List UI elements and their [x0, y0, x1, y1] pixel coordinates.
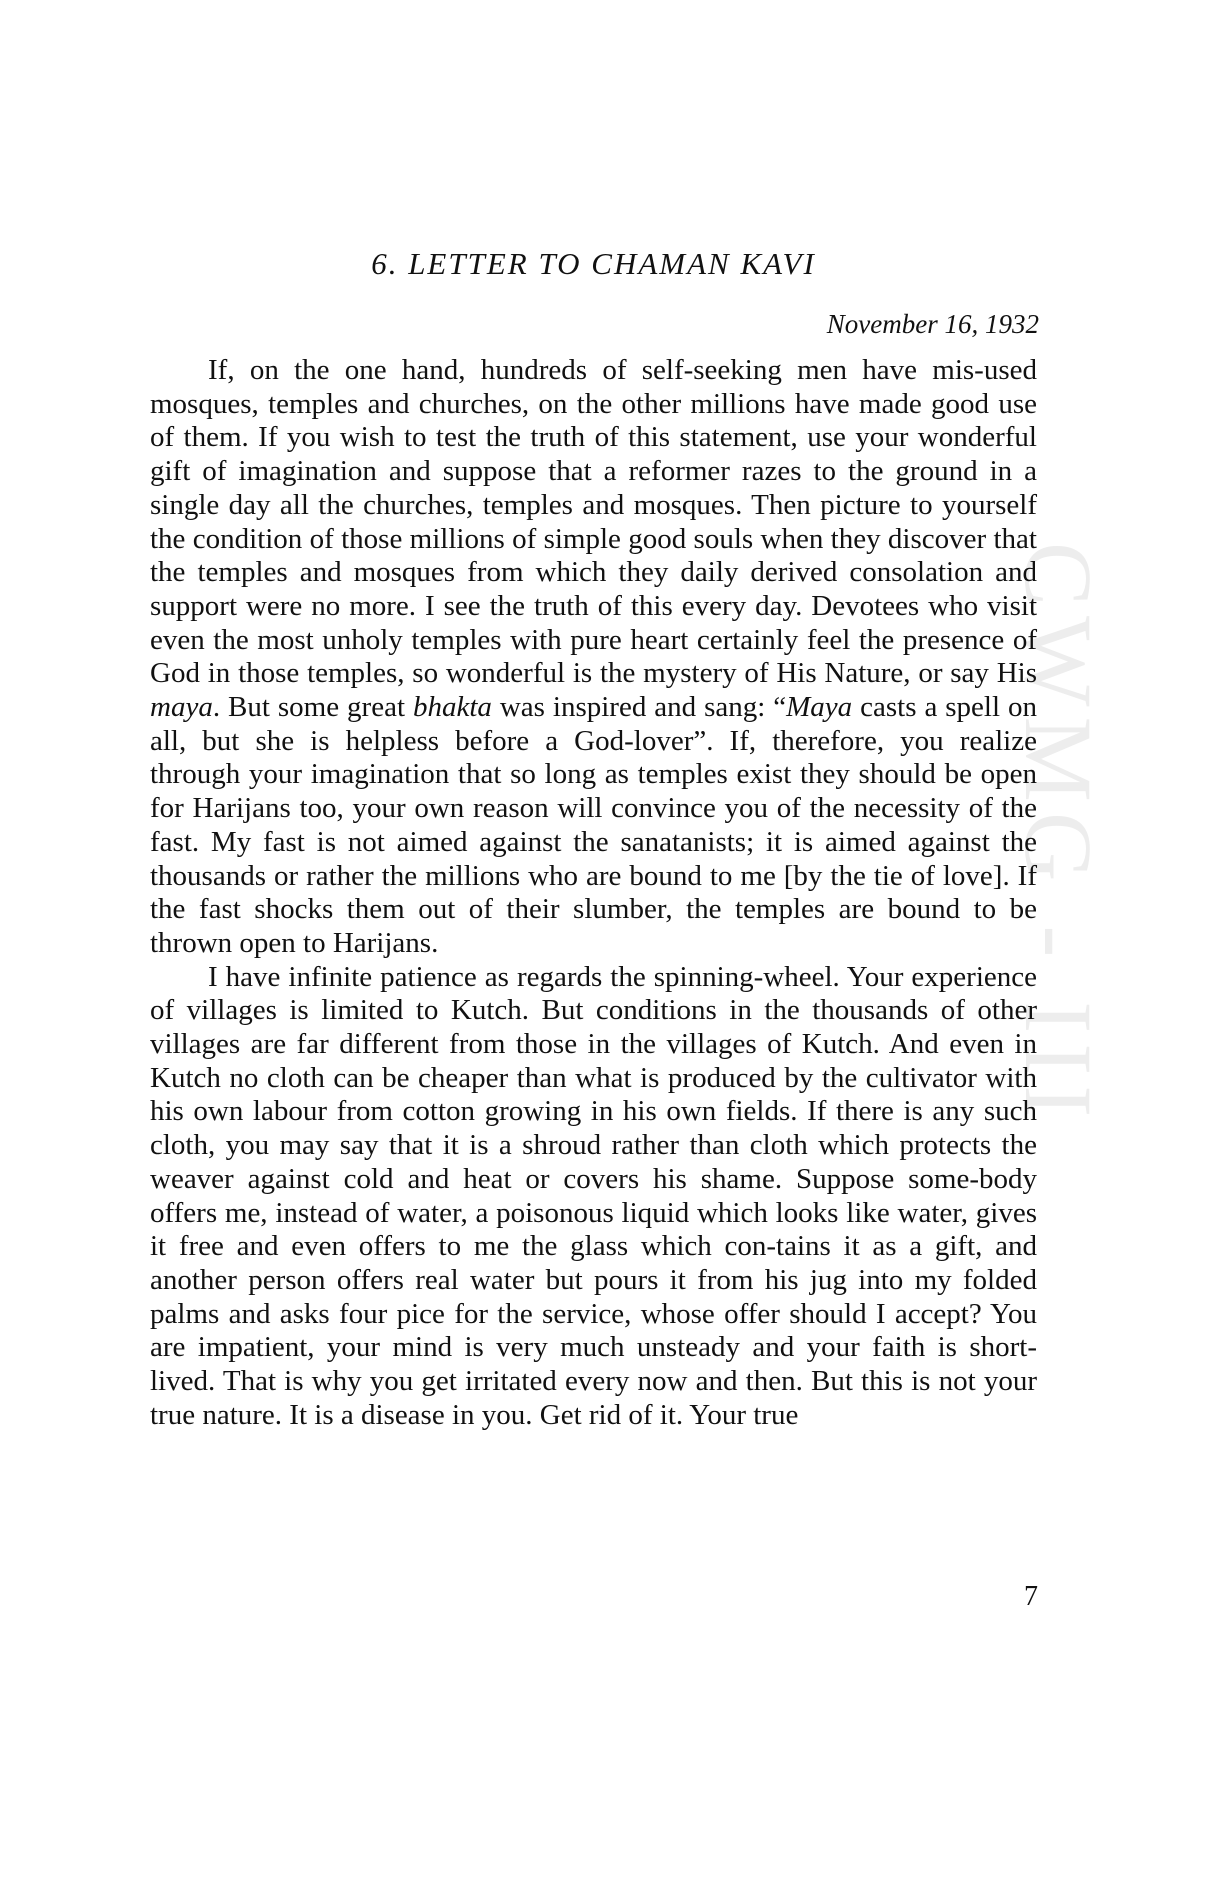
text-run: . But some great	[212, 691, 413, 724]
letter-body	[150, 354, 1037, 1433]
page-number: 7	[1024, 1581, 1038, 1612]
text-run: I have infinite patience as regards the spinning-wheel. Your experience of villages is limited to Kutch. But conditions in the thousands of other villages are far different from those in the villages of Kutch. And even in Kutch no cloth can be cheaper than what is produced by the cultivator with his own labour from cotton growing in his own fields. If there is any such cloth, you may say that it is a shroud rather than cloth which protects the weaver against cold and heat or covers his shame. Suppose some-body offers me, instead of water, a poisonous liquid which looks like water, gives it free and even offers to me the glass which con-tains it as a gift, and another person offers real water but pours it from his jug into my folded palms and asks four pice for the service, whose offer should I accept? You are impatient, your mind is very much unsteady and your faith is short-lived. That is why you get irritated every now and then. But this is not your true nature. It is a disease in you. Get rid of it. Your true	[150, 960, 1037, 1431]
watermark-text: CWMG - III	[1005, 542, 1112, 1128]
letter-date: November 16, 1932	[826, 309, 1039, 339]
italic-term: Maya	[786, 691, 853, 724]
paragraph	[150, 354, 1037, 961]
text-run: If, on the one hand, hundreds of self-seeking men have mis-used mosques, temples and churches, on the other millions have made good use of them. If you wish to test the truth of this statement, use your wonderful gift of imagination and suppose that a reformer razes to the ground in a single day all the churches, temples and mosques. Then picture to yourself the condition of those millions of simple good souls when they discover that the temples and mosques from which they daily derived consolation and support were no more. I see the truth of this every day. Devotees who visit even the most unholy temples with pure heart certainly feel the presence of God in those temples, so wonderful is the mystery of His Nature, or say His	[150, 354, 1037, 690]
text-run: was inspired and sang: “	[491, 691, 787, 724]
letter-title: 6. LETTER TO CHAMAN KAVI	[371, 246, 816, 281]
paragraph	[150, 961, 1037, 1433]
italic-term: maya	[150, 691, 213, 724]
text-run: casts a spell on all, but she is helpless before a God-lover”. If, therefore, you realize through your imagination that so long as temples exist they should be open for Harijans too, your own reason will convince you of the necessity of the fast. My fast is not aimed against the sanatanists; it is aimed against the thousands or rather the millions who are bound to me [by the tie of love]. If the fast shocks them out of their slumber, the temples are bound to be thrown open to Harijans.	[150, 691, 1037, 959]
italic-term: bhakta	[412, 691, 492, 724]
